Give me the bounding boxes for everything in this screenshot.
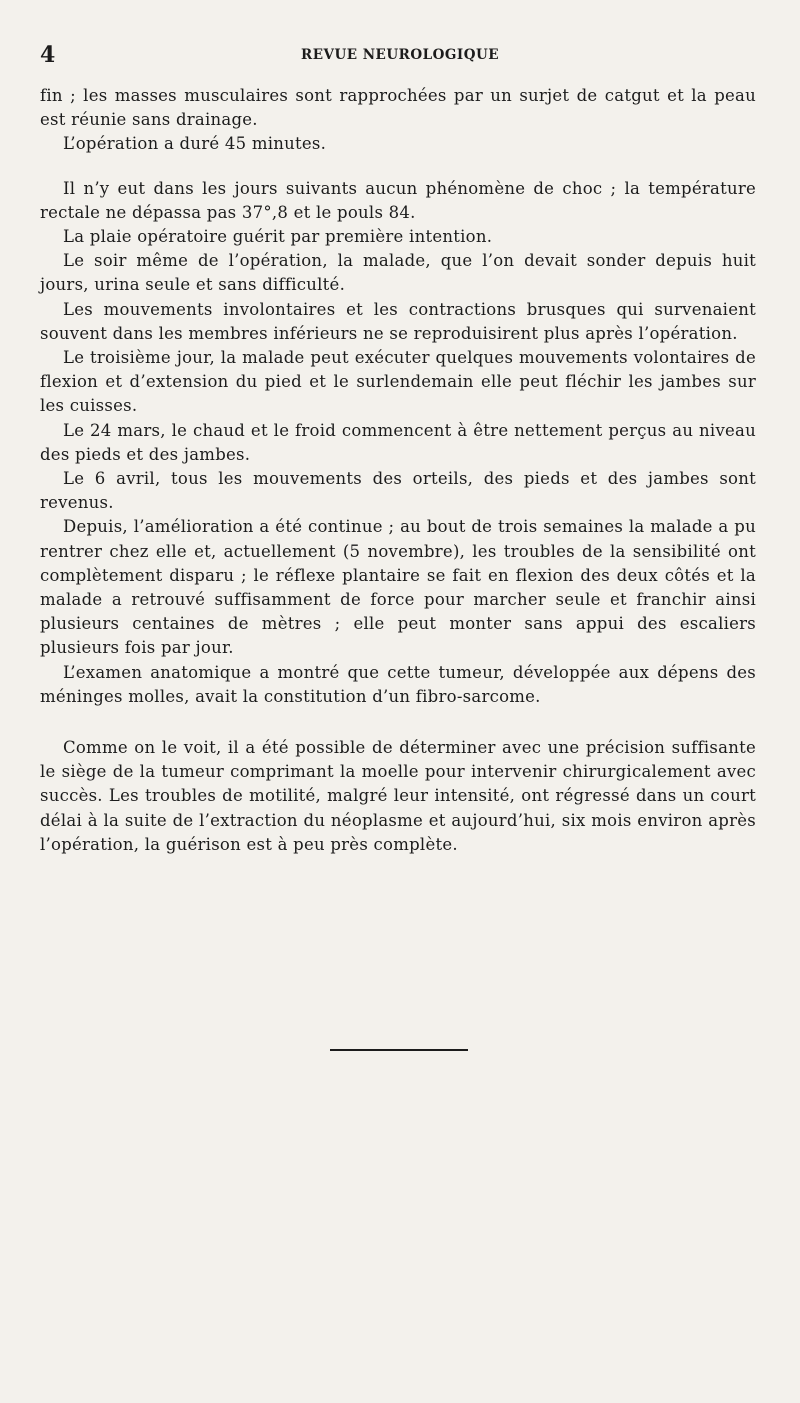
paragraph-april-6: Le 6 avril, tous les mouvements des orteils, des pieds et des jambes sont revenus. bbox=[40, 469, 756, 513]
paragraph-improvement: Depuis, l’amélioration a été continue ; au bout de trois semaines la malade a pu rentrer chez elle et, actuellement (5 novembre), les troubles de la sensibilité ont complètement disparu ; le réflexe plantaire se fait en flexion des deux côtés et la malade a retrouvé suffisamment de force pour marcher seule et franchir ainsi plusieurs centaines de mètres ; elle peut monter sans appui des escaliers plusieurs fois par jour. bbox=[40, 517, 756, 658]
paragraph-urination: Le soir même de l’opération, la malade, que l’on devait sonder depuis huit jours, urina seule et sans difficulté. bbox=[40, 251, 756, 295]
paragraph-march-24: Le 24 mars, le chaud et le froid commencent à être nettement perçus au niveau des pieds et des jambes. bbox=[40, 420, 756, 464]
paragraph-conclusion: Comme on le voit, il a été possible de déterminer avec une précision suffisante le siège de la tumeur comprimant la moelle pour intervenir chirurgicalement avec succès. Les troubles de motilité, malgré leur intensité, ont régressé dans un court délai à la suite de l’extraction du néoplasme et aujourd’hui, six mois environ après l’opération, la guérison est à peu près complète. bbox=[40, 738, 756, 854]
paragraph-wound-healing: La plaie opératoire guérit par première intention. bbox=[63, 227, 493, 247]
article-body bbox=[40, 84, 756, 857]
page-number: 4 bbox=[40, 42, 56, 68]
page-header bbox=[40, 42, 760, 72]
paragraph-operation-duration: L’opération a duré 45 minutes. bbox=[63, 134, 327, 154]
end-rule bbox=[330, 1049, 468, 1051]
paragraph-third-day: Le troisième jour, la malade peut exécuter quelques mouvements volontaires de flexion et d’extension du pied et le surlendemain elle peut fléchir les jambes sur les cuisses. bbox=[40, 348, 756, 416]
paragraph-involuntary-movements: Les mouvements involontaires et les contractions brusques qui survenaient souvent dans les membres inférieurs ne se reproduisirent plus après l’opération. bbox=[40, 299, 756, 343]
paragraph-anatomical-exam: L’examen anatomique a montré que cette tumeur, développée aux dépens des méninges molles, avait la constitution d’un fibro-sarcome. bbox=[40, 662, 756, 706]
running-title: REVUE NEUROLOGIQUE bbox=[300, 47, 500, 63]
paragraph-postop-state: Il n’y eut dans les jours suivants aucun phénomène de choc ; la température rectale ne dépassa pas 37°,8 et le pouls 84. bbox=[40, 178, 756, 222]
paragraph-continuation: fin ; les masses musculaires sont rapprochées par un surjet de catgut et la peau est réunie sans drainage. bbox=[40, 86, 756, 130]
